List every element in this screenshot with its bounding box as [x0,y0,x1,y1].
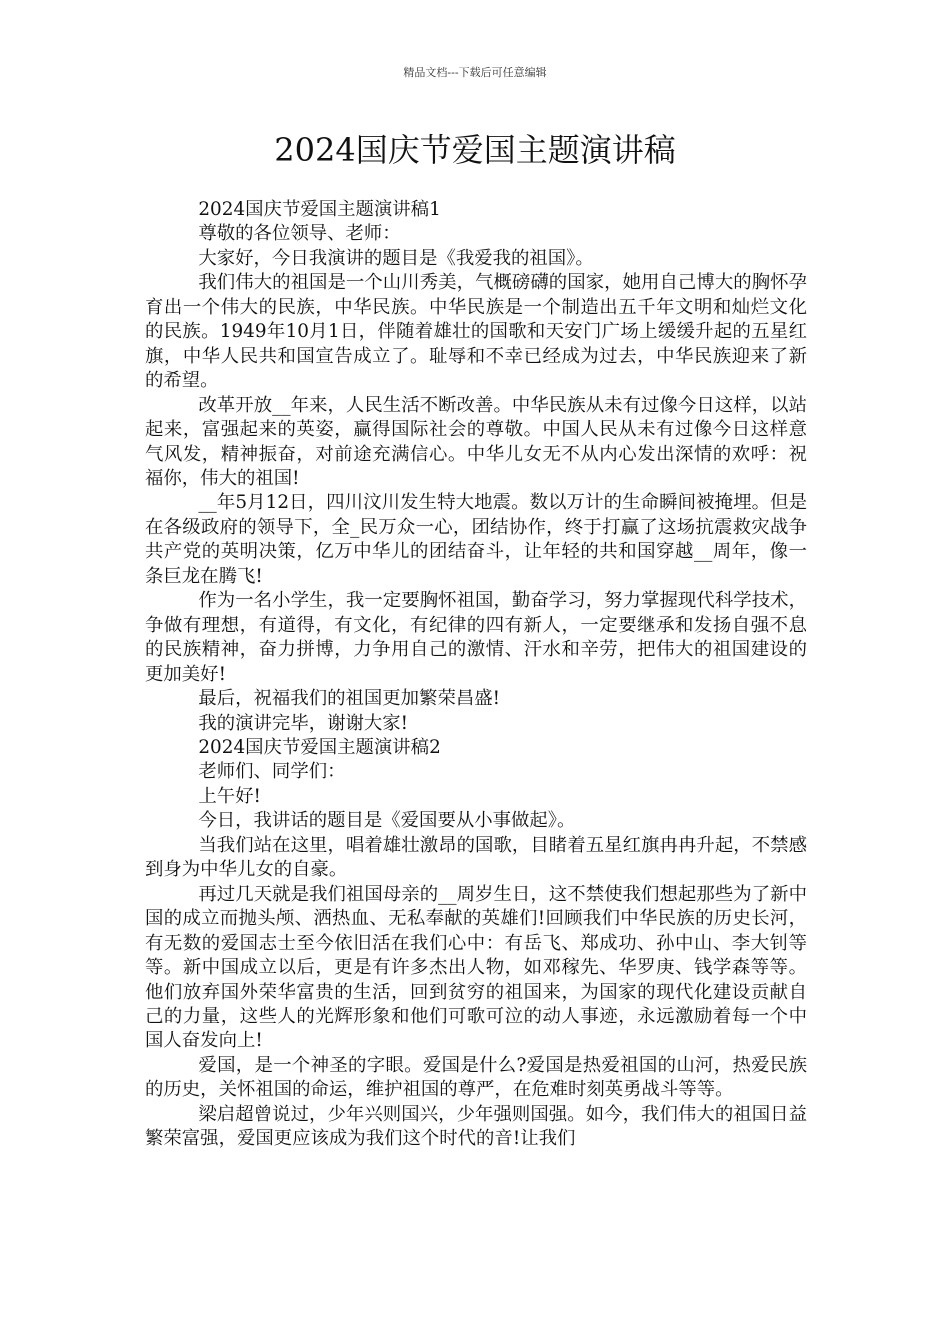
body-paragraph: 今日，我讲话的题目是《爱国要从小事做起》。 [198,810,576,832]
section-heading-1: 2024国庆节爱国主题演讲稿1 [198,199,441,220]
document-body [145,198,807,1152]
body-paragraph: 最后，祝福我们的祖国更加繁荣昌盛! [198,688,501,710]
body-paragraph: __年5月12日，四川汶川发生特大地震。数以万计的生命瞬间被掩埋。但是在各级政府的领导下，全_民万众一心，团结协作，终于打赢了这场抗震救灾战争共产党的英明决策，亿万中华儿的团结奋斗，让年轻的共和国穿越__周年，像一条巨龙在腾飞! [145,492,807,587]
document-title: 2024国庆节爱国主题演讲稿 [274,131,676,169]
body-paragraph: 爱国，是一个神圣的字眼。爱国是什么?爱国是热爱祖国的山河，热爱民族的历史，关怀祖国的命运，维护祖国的尊严，在危难时刻英勇战斗等等。 [145,1054,807,1101]
body-paragraph: 作为一名小学生，我一定要胸怀祖国，勤奋学习，努力掌握现代科学技术，争做有理想，有道得，有文化，有纪律的四有新人，一定要继承和发扬自强不息的民族精神，奋力拼博，力争用自己的激情、汗水和辛劳，把伟大的祖国建设的更加美好! [145,590,807,685]
body-paragraph: 大家好，今日我演讲的题目是《我爱我的祖国》。 [198,247,594,269]
salutation: 尊敬的各位领导、老师： [198,223,401,245]
body-paragraph: 我的演讲完毕，谢谢大家! [198,712,409,734]
body-paragraph: 改革开放__年来，人民生活不断改善。中华民族从未有过像今日这样，以站起来，富强起来的英姿，赢得国际社会的尊敬。中国人民从未有过像今日这样意气风发，精神振奋，对前途充满信心。中华儿女无不从内心发出深情的欢呼：祝福你，伟大的祖国! [145,394,807,489]
body-paragraph: 梁启超曾说过，少年兴则国兴，少年强则国强。如今，我们伟大的祖国日益繁荣富强，爱国更应该成为我们这个时代的音!让我们 [145,1103,807,1150]
page-header: 精品文档---下载后可任意编辑 [403,66,547,79]
salutation: 老师们、同学们： [198,761,346,783]
section-heading-2: 2024国庆节爱国主题演讲稿2 [198,736,441,758]
body-paragraph: 再过几天就是我们祖国母亲的__周岁生日，这不禁使我们想起那些为了新中国的成立而抛头颅、洒热血、无私奉献的英雄们!回顾我们中华民族的历史长河，有无数的爱国志士至今依旧活在我们心中：有岳飞、郑成功、孙中山、李大钊等等。新中国成立以后，更是有许多杰出人物，如邓稼先、华罗庚、钱学森等等。他们放弃国外荣华富贵的生活，回到贫穷的祖国来，为国家的现代化建设贡献自己的力量，这些人的光辉形象和他们可歌可泣的动人事迹，永远激励着每一个中国人奋发向上! [145,883,807,1052]
greeting: 上午好! [198,785,261,807]
body-paragraph: 我们伟大的祖国是一个山川秀美，气概磅礴的国家，她用自己博大的胸怀孕育出一个伟大的民族，中华民族。中华民族是一个制造出五千年文明和灿烂文化的民族。1949年10月1日，伴随着雄壮的国歌和天安门广场上缓缓升起的五星红旗，中华人民共和国宣告成立了。耻辱和不幸已经成为过去，中华民族迎来了新的希望。 [145,272,807,392]
body-paragraph: 当我们站在这里，唱着雄壮激昂的国歌，目睹着五星红旗冉冉升起，不禁感到身为中华儿女的自豪。 [145,834,807,881]
